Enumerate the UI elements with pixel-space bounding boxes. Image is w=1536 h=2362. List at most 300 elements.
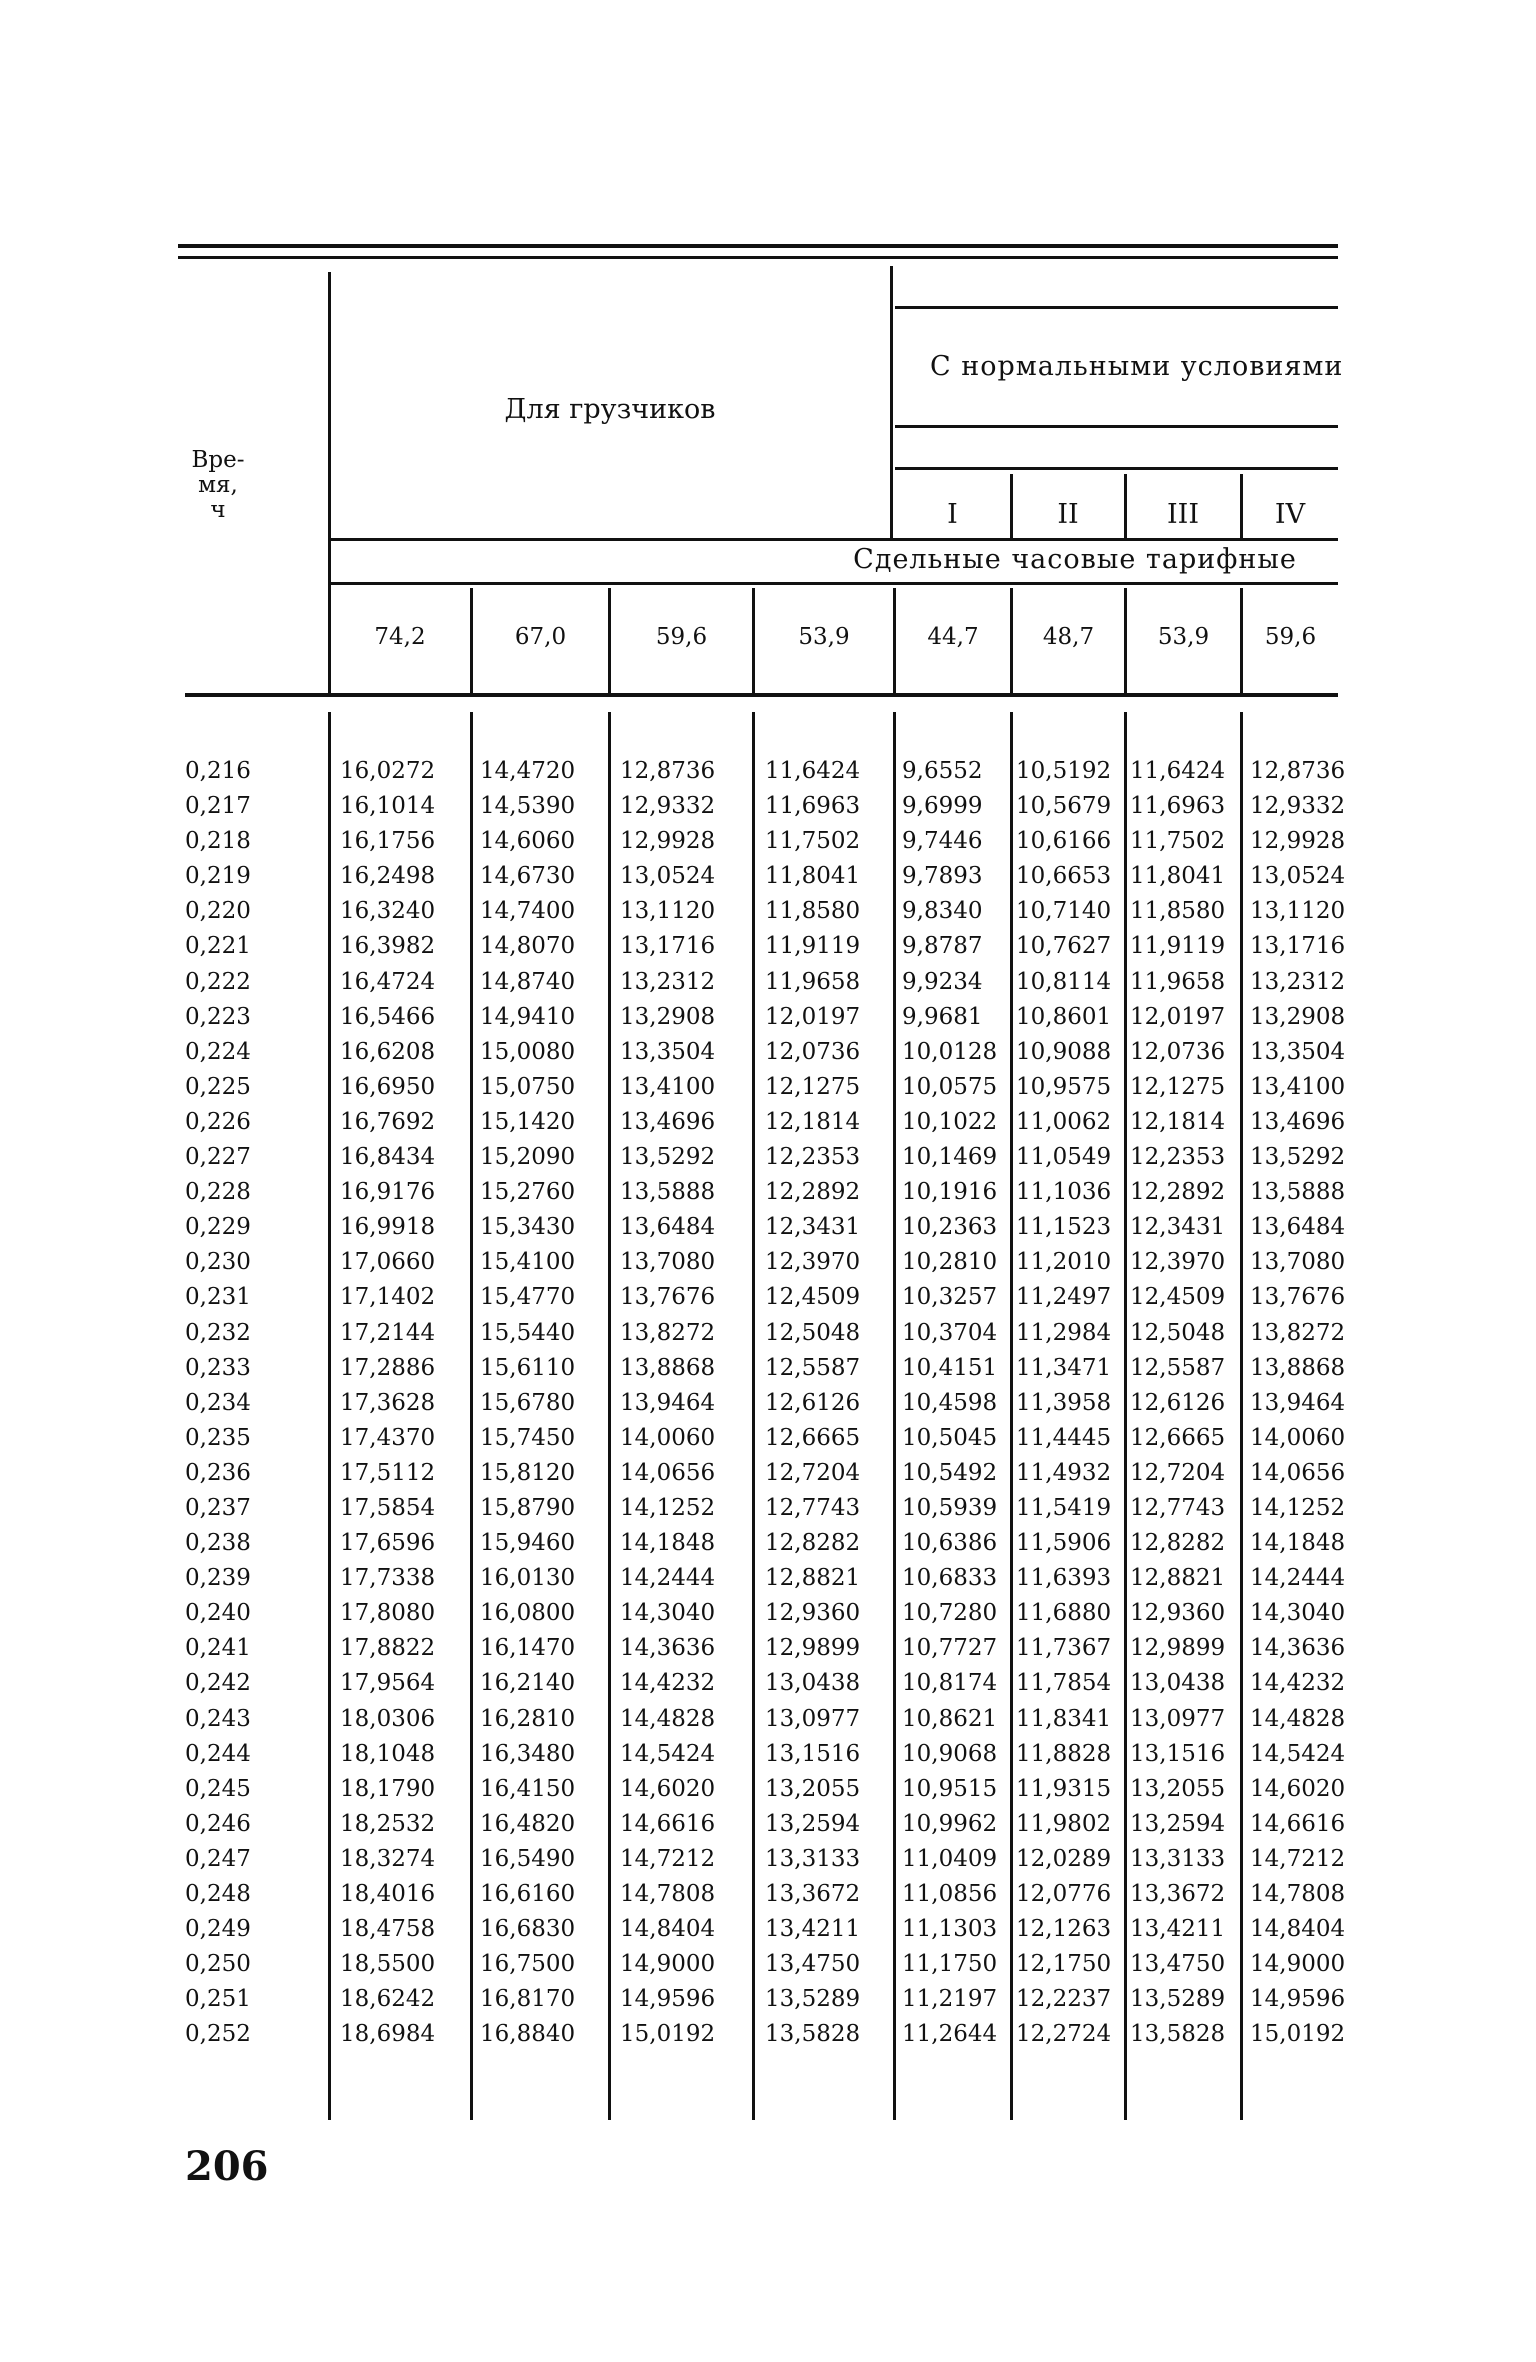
value-cell: 9,9681: [902, 1003, 983, 1030]
value-cell: 13,4211: [765, 1916, 861, 1943]
value-cell: 14,1252: [1250, 1494, 1346, 1521]
value-cell: 16,7500: [480, 1951, 576, 1978]
value-cell: 12,3970: [1130, 1249, 1226, 1276]
value-cell: 14,9596: [620, 1986, 716, 2013]
time-cell: 0,240: [185, 1600, 251, 1627]
table-row: [0, 1772, 1536, 1807]
value-cell: 16,2140: [480, 1670, 576, 1697]
top-double-rule-a: [178, 244, 1338, 248]
value-cell: 13,8868: [620, 1354, 716, 1381]
value-cell: 11,8580: [765, 898, 861, 925]
value-cell: 14,1848: [620, 1530, 716, 1557]
value-cell: 18,0306: [340, 1705, 436, 1732]
time-cell: 0,234: [185, 1389, 251, 1416]
value-cell: 14,4232: [620, 1670, 716, 1697]
value-cell: 14,9000: [1250, 1951, 1346, 1978]
value-cell: 11,9658: [1130, 968, 1226, 995]
value-cell: 13,0977: [765, 1705, 861, 1732]
value-cell: 11,9119: [1130, 933, 1226, 960]
loaders-header: Для грузчиков: [504, 394, 716, 425]
value-cell: 12,3431: [765, 1214, 861, 1241]
value-cell: 11,5906: [1016, 1530, 1112, 1557]
value-cell: 13,7676: [1250, 1284, 1346, 1311]
value-cell: 16,5490: [480, 1845, 576, 1872]
rate-col-3: 59,6: [655, 624, 708, 650]
table-row: [0, 1631, 1536, 1666]
value-cell: 16,8840: [480, 2021, 576, 2048]
normal-conditions-header: С нормальными условиями: [930, 351, 1344, 382]
value-cell: 10,4151: [902, 1354, 998, 1381]
value-cell: 12,9899: [1130, 1635, 1226, 1662]
table-row: [0, 1175, 1536, 1210]
value-cell: 12,5587: [765, 1354, 861, 1381]
value-cell: 14,1848: [1250, 1530, 1346, 1557]
value-cell: 17,2886: [340, 1354, 436, 1381]
value-cell: 13,2312: [620, 968, 716, 995]
value-cell: 14,3040: [1250, 1600, 1346, 1627]
rate-col-5: 44,7: [927, 624, 979, 650]
value-cell: 12,8736: [620, 758, 716, 784]
time-cell: 0,226: [185, 1108, 251, 1135]
value-cell: 11,6424: [1130, 758, 1226, 784]
value-cell: 13,7676: [620, 1284, 716, 1311]
value-cell: 16,0130: [480, 1565, 576, 1592]
table-row: [0, 1280, 1536, 1315]
value-cell: 13,1120: [1250, 898, 1346, 925]
value-cell: 12,4509: [765, 1284, 861, 1311]
top-double-rule-b: [178, 256, 1338, 259]
time-cell: 0,235: [185, 1424, 251, 1451]
value-cell: 16,7692: [340, 1108, 436, 1135]
value-cell: 12,7204: [1130, 1459, 1226, 1486]
rate-col-7: 53,9: [1157, 624, 1210, 650]
value-cell: 18,6984: [340, 2021, 436, 2048]
value-cell: 17,8822: [340, 1635, 436, 1662]
table-row: [0, 1316, 1536, 1351]
rate-col-4: 53,9: [798, 624, 850, 650]
table-body: [0, 754, 1536, 2052]
value-cell: 14,0656: [1250, 1459, 1346, 1486]
value-cell: 16,3982: [340, 933, 436, 960]
value-cell: 12,6665: [1130, 1424, 1226, 1451]
value-cell: 10,1469: [902, 1144, 998, 1171]
value-cell: 14,5424: [1250, 1740, 1346, 1767]
value-cell: 13,4211: [1130, 1916, 1226, 1943]
value-cell: 14,9596: [1250, 1986, 1346, 2013]
value-cell: 12,2353: [1130, 1144, 1226, 1171]
value-cell: 15,8790: [480, 1494, 576, 1521]
value-cell: 18,3274: [340, 1845, 436, 1872]
value-cell: 13,6484: [620, 1214, 716, 1241]
value-cell: 12,0197: [1130, 1003, 1226, 1030]
value-cell: 11,0549: [1016, 1144, 1112, 1171]
value-cell: 9,7446: [902, 828, 983, 855]
value-cell: 12,0736: [1130, 1038, 1226, 1065]
table-row: [0, 1386, 1536, 1421]
value-cell: 15,2090: [480, 1144, 576, 1171]
value-cell: 12,6126: [765, 1389, 861, 1416]
value-cell: 14,8404: [1250, 1916, 1346, 1943]
value-cell: 10,8114: [1016, 968, 1112, 995]
value-cell: 14,5390: [480, 793, 576, 820]
value-cell: 15,0750: [480, 1073, 576, 1100]
value-cell: 10,6833: [902, 1565, 998, 1592]
table-row: [0, 965, 1536, 1000]
value-cell: 14,9000: [620, 1951, 716, 1978]
table-row: [0, 1210, 1536, 1245]
table-row: [0, 1877, 1536, 1912]
category-III: III: [1167, 499, 1199, 530]
value-cell: 12,3431: [1130, 1214, 1226, 1241]
value-cell: 16,5466: [340, 1003, 436, 1030]
value-cell: 12,4509: [1130, 1284, 1226, 1311]
table-row: [0, 754, 1536, 789]
value-cell: 13,5292: [620, 1144, 716, 1171]
value-cell: 18,2532: [340, 1810, 436, 1837]
table-row: [0, 1526, 1536, 1561]
value-cell: 14,3636: [620, 1635, 716, 1662]
table-row: [0, 1000, 1536, 1035]
table-row: [0, 1140, 1536, 1175]
value-cell: 11,5419: [1016, 1494, 1112, 1521]
value-cell: 13,3504: [620, 1038, 716, 1065]
value-cell: 10,5679: [1016, 793, 1112, 820]
value-cell: 13,2908: [620, 1003, 716, 1030]
value-cell: 13,5828: [1130, 2021, 1226, 2048]
value-cell: 12,0289: [1016, 1845, 1112, 1872]
value-cell: 16,4724: [340, 968, 436, 995]
value-cell: 12,5048: [765, 1319, 861, 1346]
table-row: [0, 1245, 1536, 1280]
value-cell: 10,1916: [902, 1179, 998, 1206]
value-cell: 13,3133: [765, 1845, 861, 1872]
value-cell: 13,4696: [620, 1108, 716, 1135]
value-cell: 15,2760: [480, 1179, 576, 1206]
value-cell: 16,4820: [480, 1810, 576, 1837]
value-cell: 13,0438: [1130, 1670, 1226, 1697]
value-cell: 17,1402: [340, 1284, 436, 1311]
value-cell: 11,2984: [1016, 1319, 1112, 1346]
value-cell: 16,1756: [340, 828, 436, 855]
value-cell: 15,6780: [480, 1389, 576, 1416]
time-cell: 0,248: [185, 1881, 251, 1907]
value-cell: 14,4828: [1250, 1705, 1346, 1732]
value-cell: 11,0856: [902, 1881, 998, 1907]
value-cell: 13,1716: [1250, 933, 1346, 960]
value-cell: 11,2644: [902, 2021, 998, 2048]
value-cell: 16,8170: [480, 1986, 576, 2013]
value-cell: 15,1420: [480, 1108, 576, 1135]
value-cell: 17,2144: [340, 1319, 436, 1346]
value-cell: 14,8404: [620, 1916, 716, 1943]
value-cell: 11,1303: [902, 1916, 998, 1943]
value-cell: 17,0660: [340, 1249, 436, 1276]
value-cell: 9,7893: [902, 863, 983, 890]
table-row: [0, 1491, 1536, 1526]
value-cell: 14,7400: [480, 898, 576, 925]
time-cell: 0,222: [185, 968, 251, 995]
value-cell: 11,7854: [1016, 1670, 1112, 1697]
time-cell: 0,251: [185, 1986, 251, 2013]
time-cell: 0,216: [185, 758, 251, 784]
value-cell: 11,9658: [765, 968, 861, 995]
value-cell: 16,6208: [340, 1038, 436, 1065]
value-cell: 15,0192: [620, 2021, 716, 2048]
value-cell: 12,9360: [765, 1600, 861, 1627]
value-cell: 14,6616: [1250, 1810, 1346, 1837]
time-cell: 0,223: [185, 1003, 251, 1030]
time-cell: 0,252: [185, 2021, 251, 2048]
value-cell: 11,9802: [1016, 1810, 1112, 1837]
time-cell: 0,238: [185, 1530, 251, 1557]
value-cell: 14,6020: [1250, 1775, 1346, 1802]
value-cell: 10,5045: [902, 1424, 998, 1451]
value-cell: 10,5492: [902, 1459, 998, 1486]
value-cell: 13,3672: [765, 1881, 861, 1907]
value-cell: 16,0800: [480, 1600, 576, 1627]
table-row: [0, 824, 1536, 859]
time-cell: 0,244: [185, 1740, 251, 1767]
value-cell: 14,6730: [480, 863, 576, 890]
value-cell: 9,9234: [902, 968, 983, 995]
time-cell: 0,249: [185, 1916, 251, 1943]
table-row: [0, 1105, 1536, 1140]
value-cell: 11,7502: [1130, 828, 1226, 855]
value-cell: 18,1790: [340, 1775, 436, 1802]
table-row: [0, 1596, 1536, 1631]
value-cell: 15,9460: [480, 1530, 576, 1557]
value-cell: 10,8601: [1016, 1003, 1112, 1030]
value-cell: 13,7080: [620, 1249, 716, 1276]
time-cell: 0,221: [185, 933, 251, 960]
value-cell: 10,5939: [902, 1494, 998, 1521]
value-cell: 16,1014: [340, 793, 436, 820]
value-cell: 10,0128: [902, 1038, 998, 1065]
value-cell: 9,8340: [902, 898, 983, 925]
value-cell: 17,8080: [340, 1600, 436, 1627]
time-cell: 0,239: [185, 1565, 251, 1592]
value-cell: 13,8272: [620, 1319, 716, 1346]
rate-col-1: 74,2: [374, 624, 426, 650]
value-cell: 16,9918: [340, 1214, 436, 1241]
value-cell: 10,2363: [902, 1214, 998, 1241]
value-cell: 10,5192: [1016, 758, 1112, 784]
value-cell: 13,3672: [1130, 1881, 1226, 1907]
table-row: [0, 1912, 1536, 1947]
value-cell: 16,2810: [480, 1705, 576, 1732]
value-cell: 13,1716: [620, 933, 716, 960]
table-row: [0, 929, 1536, 964]
value-cell: 11,7502: [765, 828, 861, 855]
value-cell: 12,5587: [1130, 1354, 1226, 1381]
value-cell: 14,9410: [480, 1003, 576, 1030]
time-cell: 0,247: [185, 1845, 251, 1872]
value-cell: 18,4016: [340, 1881, 436, 1907]
value-cell: 12,3970: [765, 1249, 861, 1276]
value-cell: 14,2444: [620, 1565, 716, 1592]
value-cell: 10,2810: [902, 1249, 998, 1276]
value-cell: 16,8434: [340, 1144, 436, 1171]
value-cell: 11,2497: [1016, 1284, 1112, 1311]
table-row: [0, 1842, 1536, 1877]
table-row: [0, 1035, 1536, 1070]
rate-col-6: 48,7: [1042, 624, 1095, 650]
value-cell: 13,4100: [1250, 1073, 1346, 1100]
table-row: [0, 1737, 1536, 1772]
value-cell: 13,0524: [1250, 863, 1346, 890]
value-cell: 10,6386: [902, 1530, 998, 1557]
col-divider-group: [890, 266, 893, 538]
value-cell: 11,8828: [1016, 1740, 1112, 1767]
value-cell: 11,1036: [1016, 1179, 1112, 1206]
value-cell: 11,6963: [1130, 793, 1226, 820]
value-cell: 12,9332: [1250, 793, 1346, 820]
value-cell: 13,2594: [765, 1810, 861, 1837]
value-cell: 9,6999: [902, 793, 983, 820]
page-number: 206: [185, 2143, 269, 2190]
value-cell: 14,8070: [480, 933, 576, 960]
table-row: [0, 1351, 1536, 1386]
rate-col-8: 59,6: [1264, 624, 1317, 650]
rates-caption: Сдельные часовые тарифные: [853, 544, 1297, 575]
categories-top-rule: [895, 467, 1338, 470]
value-cell: 14,4720: [480, 758, 576, 784]
table-row: [0, 859, 1536, 894]
time-cell: 0,224: [185, 1038, 251, 1065]
value-cell: 13,5828: [765, 2021, 861, 2048]
value-cell: 15,6110: [480, 1354, 576, 1381]
table-row: [0, 1666, 1536, 1701]
value-cell: 15,4100: [480, 1249, 576, 1276]
value-cell: 11,1750: [902, 1951, 998, 1978]
value-cell: 12,1814: [1130, 1108, 1226, 1135]
value-cell: 16,6950: [340, 1073, 436, 1100]
value-cell: 13,2594: [1130, 1810, 1226, 1837]
value-cell: 13,2055: [1130, 1775, 1226, 1802]
value-cell: 12,9928: [620, 828, 716, 855]
value-cell: 14,5424: [620, 1740, 716, 1767]
value-cell: 11,6963: [765, 793, 861, 820]
value-cell: 14,6060: [480, 828, 576, 855]
category-IV: IV: [1274, 499, 1306, 530]
value-cell: 13,5289: [765, 1986, 861, 2013]
value-cell: 13,1516: [765, 1740, 861, 1767]
table-row: [0, 1070, 1536, 1105]
table-row: [0, 1561, 1536, 1596]
value-cell: 12,1263: [1016, 1916, 1112, 1943]
value-cell: 13,2908: [1250, 1003, 1346, 1030]
time-cell: 0,225: [185, 1073, 251, 1100]
value-cell: 13,0524: [620, 863, 716, 890]
value-cell: 16,0272: [340, 758, 436, 784]
value-cell: 14,1252: [620, 1494, 716, 1521]
time-cell: 0,243: [185, 1705, 251, 1732]
value-cell: 10,0575: [902, 1073, 998, 1100]
time-cell: 0,232: [185, 1319, 251, 1346]
value-cell: 12,9332: [620, 793, 716, 820]
value-cell: 10,8174: [902, 1670, 998, 1697]
value-cell: 11,0062: [1016, 1108, 1112, 1135]
time-cell: 0,218: [185, 828, 251, 855]
value-cell: 12,7743: [1130, 1494, 1226, 1521]
table-row: [0, 2017, 1536, 2052]
value-cell: 12,2892: [1130, 1179, 1226, 1206]
value-cell: 10,9088: [1016, 1038, 1112, 1065]
value-cell: 13,0438: [765, 1670, 861, 1697]
value-cell: 13,4696: [1250, 1108, 1346, 1135]
value-cell: 16,4150: [480, 1775, 576, 1802]
time-cell: 0,231: [185, 1284, 251, 1311]
value-cell: 11,4932: [1016, 1459, 1112, 1486]
value-cell: 14,4232: [1250, 1670, 1346, 1697]
value-cell: 17,9564: [340, 1670, 436, 1697]
value-cell: 10,7140: [1016, 898, 1112, 925]
value-cell: 13,2312: [1250, 968, 1346, 995]
value-cell: 13,3133: [1130, 1845, 1226, 1872]
value-cell: 12,1750: [1016, 1951, 1112, 1978]
value-cell: 14,7212: [620, 1845, 716, 1872]
table-row: [0, 1421, 1536, 1456]
time-cell: 0,245: [185, 1775, 251, 1802]
value-cell: 15,5440: [480, 1319, 576, 1346]
value-cell: 15,3430: [480, 1214, 576, 1241]
value-cell: 13,1516: [1130, 1740, 1226, 1767]
value-cell: 18,6242: [340, 1986, 436, 2013]
value-cell: 14,2444: [1250, 1565, 1346, 1592]
value-cell: 15,0080: [480, 1038, 576, 1065]
value-cell: 14,4828: [620, 1705, 716, 1732]
value-cell: 16,3240: [340, 898, 436, 925]
value-cell: 10,4598: [902, 1389, 998, 1416]
value-cell: 10,9515: [902, 1775, 998, 1802]
value-cell: 15,8120: [480, 1459, 576, 1486]
value-cell: 12,2892: [765, 1179, 861, 1206]
time-cell: 0,228: [185, 1179, 251, 1206]
value-cell: 10,8621: [902, 1705, 998, 1732]
value-cell: 11,3958: [1016, 1389, 1112, 1416]
table-row: [0, 1702, 1536, 1737]
value-cell: 11,9119: [765, 933, 861, 960]
value-cell: 16,3480: [480, 1740, 576, 1767]
value-cell: 13,0977: [1130, 1705, 1226, 1732]
table-row: [0, 1456, 1536, 1491]
value-cell: 12,0197: [765, 1003, 861, 1030]
value-cell: 12,6126: [1130, 1389, 1226, 1416]
value-cell: 12,2353: [765, 1144, 861, 1171]
value-cell: 12,6665: [765, 1424, 861, 1451]
value-cell: 10,6653: [1016, 863, 1112, 890]
value-cell: 11,7367: [1016, 1635, 1112, 1662]
value-cell: 12,7743: [765, 1494, 861, 1521]
value-cell: 13,2055: [765, 1775, 861, 1802]
normal-conditions-bottom-rule: [895, 425, 1338, 428]
value-cell: 11,2010: [1016, 1249, 1112, 1276]
time-cell: 0,233: [185, 1354, 251, 1381]
value-cell: 17,5854: [340, 1494, 436, 1521]
rates-caption-rule: [330, 582, 1338, 585]
value-cell: 14,7808: [620, 1881, 716, 1907]
value-cell: 12,8282: [1130, 1530, 1226, 1557]
value-cell: 12,8821: [1130, 1565, 1226, 1592]
value-cell: 11,8580: [1130, 898, 1226, 925]
value-cell: 10,6166: [1016, 828, 1112, 855]
value-cell: 15,7450: [480, 1424, 576, 1451]
table-row: [0, 1947, 1536, 1982]
value-cell: 13,1120: [620, 898, 716, 925]
value-cell: 15,4770: [480, 1284, 576, 1311]
value-cell: 12,2237: [1016, 1986, 1112, 2013]
value-cell: 18,1048: [340, 1740, 436, 1767]
